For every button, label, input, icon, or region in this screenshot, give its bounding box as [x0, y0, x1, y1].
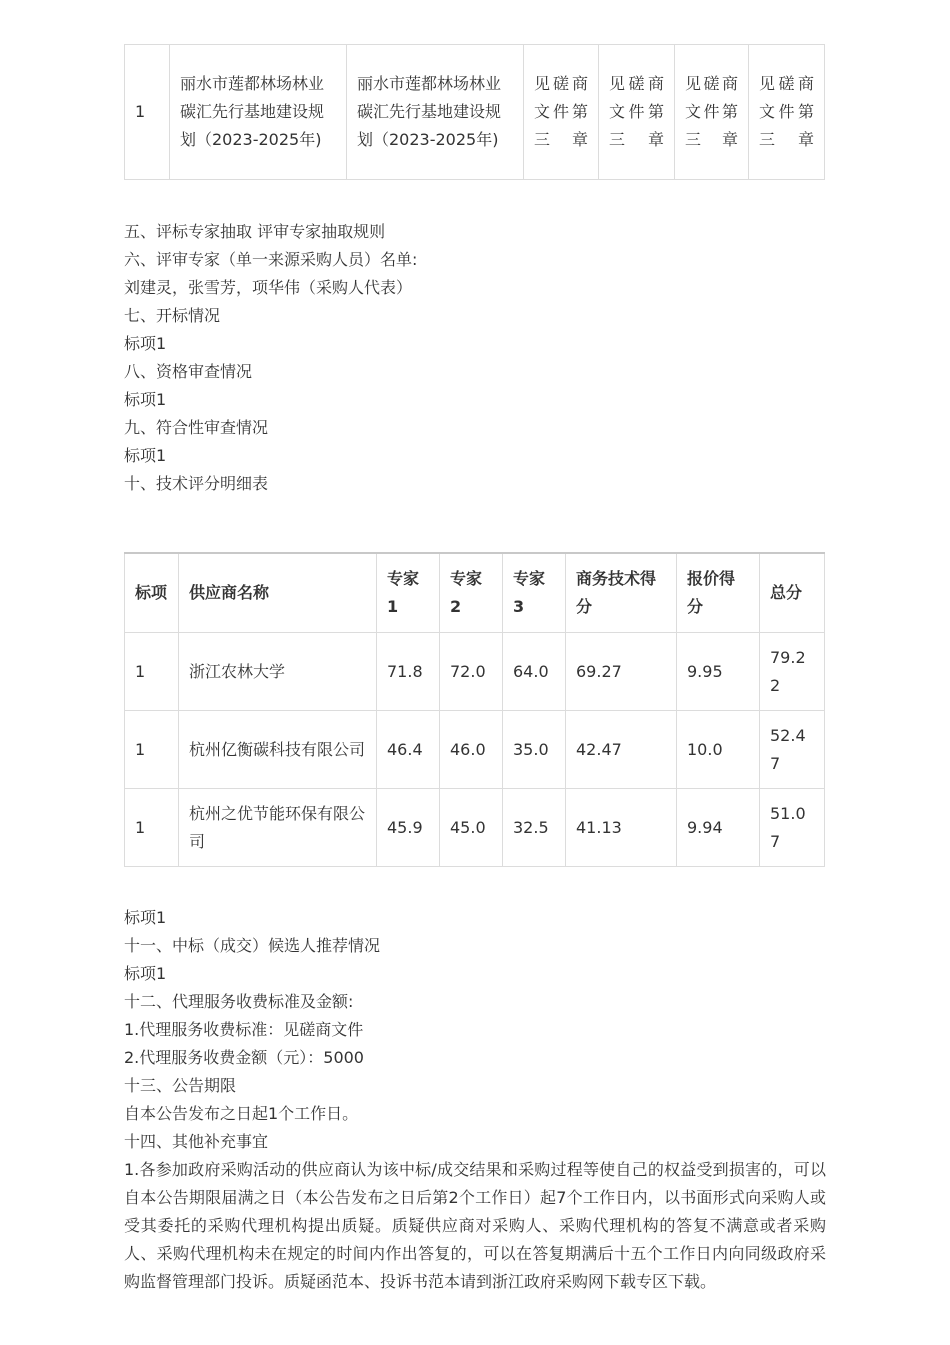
section-line: 刘建灵，张雪芳，项华伟（采购人代表） [124, 278, 413, 297]
column-header: 标项 [125, 553, 179, 633]
table-cell: 64.0 [503, 633, 566, 711]
section-line: 八、资格审查情况 [124, 362, 253, 381]
sections-top [124, 218, 826, 498]
table-cell: 9.94 [677, 789, 760, 867]
section-line: 自本公告发布之日起1个工作日。 [124, 1104, 359, 1123]
table-cell: 浙江农林大学 [179, 633, 377, 711]
table-cell: 35.0 [503, 711, 566, 789]
table-cell: 45.0 [440, 789, 503, 867]
complaint-paragraph: 1.各参加政府采购活动的供应商认为该中标/成交结果和采购过程等使自己的权益受到损害的，可以自本公告期限届满之日（本公告发布之日后第2个工作日）起7个工作日内，以书面形式向采购人或受其委托的采购代理机构提出质疑。质疑供应商对采购人、采购代理机构的答复不满意或者采购人、采购代理机构未在规定的时间内作出答复的，可以在答复期满后十五个工作日内向同级政府采购监督管理部门投诉。质疑函范本、投诉书范本请到浙江政府采购网下载专区下载。 [124, 1160, 826, 1291]
score-table [124, 552, 825, 867]
section-line: 十三、公告期限 [124, 1076, 237, 1095]
reference-cell: 见磋商文件第三章 [524, 45, 599, 180]
table-cell: 69.27 [566, 633, 677, 711]
column-header: 专家2 [440, 553, 503, 633]
table-cell: 42.47 [566, 711, 677, 789]
section-line: 标项1 [124, 390, 167, 409]
section-line: 十二、代理服务收费标准及金额: [124, 992, 354, 1011]
section-line: 标项1 [124, 334, 167, 353]
table-row [125, 633, 825, 711]
section-line: 标项1 [124, 964, 167, 983]
reference-cell: 见磋商文件第三章 [675, 45, 749, 180]
table-row [125, 45, 825, 180]
project-name-cell: 丽水市莲都林场林业碳汇先行基地建设规划（2023-2025年) [347, 45, 524, 180]
section-line: 1.代理服务收费标准：见磋商文件 [124, 1020, 364, 1039]
table-cell: 1 [125, 789, 179, 867]
column-header: 专家1 [377, 553, 440, 633]
table-cell: 10.0 [677, 711, 760, 789]
project-table [124, 44, 825, 180]
table-cell: 9.95 [677, 633, 760, 711]
column-header: 总分 [760, 553, 825, 633]
table-row [125, 789, 825, 867]
table-cell: 46.0 [440, 711, 503, 789]
section-line: 十四、其他补充事宜 [124, 1132, 269, 1151]
sections-bottom [124, 904, 826, 1296]
column-header: 供应商名称 [179, 553, 377, 633]
row-index: 1 [125, 45, 170, 180]
table-cell: 1 [125, 711, 179, 789]
table-cell: 79.22 [760, 633, 825, 711]
section-line: 九、符合性审查情况 [124, 418, 269, 437]
table-row [125, 711, 825, 789]
section-line: 2.代理服务收费金额（元）：5000 [124, 1048, 364, 1067]
reference-cell: 见磋商文件第三章 [749, 45, 825, 180]
section-line: 标项1 [124, 446, 167, 465]
table-cell: 46.4 [377, 711, 440, 789]
section-line: 七、开标情况 [124, 306, 221, 325]
table-cell: 52.47 [760, 711, 825, 789]
table-header-row [125, 553, 825, 633]
column-header: 报价得分 [677, 553, 760, 633]
table-cell: 45.9 [377, 789, 440, 867]
column-header: 专家3 [503, 553, 566, 633]
column-header: 商务技术得分 [566, 553, 677, 633]
table-cell: 1 [125, 633, 179, 711]
section-line: 标项1 [124, 908, 167, 927]
table-cell: 杭州亿衡碳科技有限公司 [179, 711, 377, 789]
section-line: 十一、中标（成交）候选人推荐情况 [124, 936, 381, 955]
table-cell: 32.5 [503, 789, 566, 867]
reference-cell: 见磋商文件第三章 [599, 45, 675, 180]
table-cell: 51.07 [760, 789, 825, 867]
table-cell: 72.0 [440, 633, 503, 711]
project-name-cell: 丽水市莲都林场林业碳汇先行基地建设规划（2023-2025年) [170, 45, 347, 180]
section-line: 十、技术评分明细表 [124, 474, 269, 493]
section-line: 六、评审专家（单一来源采购人员）名单: [124, 250, 418, 269]
section-line: 五、评标专家抽取 评审专家抽取规则 [124, 222, 386, 241]
table-cell: 71.8 [377, 633, 440, 711]
table-cell: 41.13 [566, 789, 677, 867]
table-cell: 杭州之优节能环保有限公司 [179, 789, 377, 867]
